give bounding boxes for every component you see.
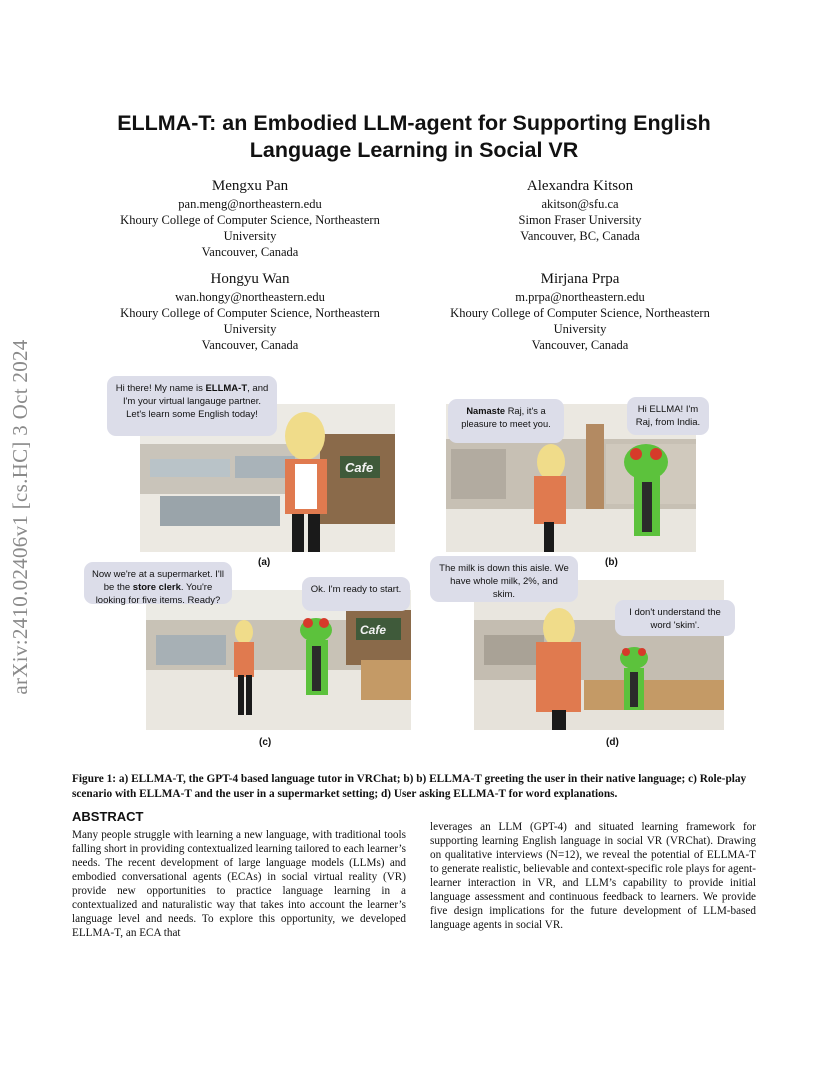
author-affiliation-cont: University — [223, 229, 277, 243]
abstract-text-left: Many people struggle with learning a new language, with traditional tools falling short in providing contextualized learning tailored to each learner’s needs. The recent development of large language models (LLMs) and embodied conversational agents (ECAs) in social virtual reality (VR) provide new opportunities to practice language learning in a contextualized and naturalistic way that takes into account the learner’s language level and needs. To explore this opportunity, we developed ELLMA-T, an ECA that — [72, 829, 406, 939]
author-block-2 — [430, 176, 730, 244]
author-email: m.prpa@northeastern.edu — [515, 290, 645, 304]
speech-bubble-user: Ok. I'm ready to start. — [302, 577, 410, 611]
author-block-4 — [430, 269, 730, 353]
cafe-sign-text: Cafe — [345, 460, 374, 475]
supermarket-scene-illustration — [146, 590, 411, 730]
author-affiliation: Khoury College of Computer Science, Northeastern — [120, 213, 380, 227]
arxiv-identifier: arXiv:2410.02406v1 [cs.HC] 3 Oct 2024 — [8, 339, 32, 695]
speech-bubble-user: I don't understand the word 'skim'. — [615, 600, 735, 636]
figure-caption: Figure 1: a) ELLMA-T, the GPT-4 based language tutor in VRChat; b) b) ELLMA-T greeting the user in their native language; c) Role-play scenario with ELLMA-T and the user in a supermarket setting; d) User asking ELLMA-T for word explanations. — [72, 773, 747, 800]
author-affiliation-cont: University — [223, 322, 277, 336]
paper-title — [80, 110, 748, 164]
author-name: Alexandra Kitson — [526, 178, 634, 194]
author-location: Vancouver, Canada — [531, 338, 629, 352]
title-line-1: ELLMA-T: an Embodied LLM-agent for Supporting English — [117, 111, 711, 135]
author-affiliation-cont: University — [553, 322, 607, 336]
author-affiliation: Khoury College of Computer Science, Northeastern — [450, 306, 710, 320]
author-name: Mirjana Prpa — [540, 271, 620, 287]
panel-label-a: (a) — [258, 557, 271, 568]
abstract-text-right: leverages an LLM (GPT-4) and situated learning framework for supporting learning English language in social VR (VRChat). Drawing on qualitative interviews (N=12), we reveal the potential of ELLMA-T to generate realistic, believable and context-specific role plays for agent-learner interaction in VR, and LLM’s capability to provide initial language assessment and continuous feedback to learners. We provide five design implications for the future development of LLM-based language agents in social VR. — [430, 821, 756, 931]
author-email: akitson@sfu.ca — [541, 197, 619, 211]
author-email: pan.meng@northeastern.edu — [178, 197, 322, 211]
panel-label-b: (b) — [605, 557, 618, 568]
author-email: wan.hongy@northeastern.edu — [175, 290, 325, 304]
author-location: Vancouver, BC, Canada — [520, 229, 640, 243]
speech-bubble-ellma: The milk is down this aisle. We have whole milk, 2%, and skim. — [430, 556, 578, 602]
author-location: Vancouver, Canada — [201, 338, 299, 352]
author-name: Mengxu Pan — [211, 178, 289, 194]
speech-bubble-user: Hi ELLMA! I'm Raj, from India. — [627, 397, 709, 435]
abstract-heading: ABSTRACT — [72, 809, 144, 824]
panel-label-d: (d) — [606, 737, 619, 748]
title-line-2: Language Learning in Social VR — [249, 138, 579, 162]
author-affiliation: Simon Fraser University — [518, 213, 642, 227]
cafe-sign-text: Cafe — [360, 623, 387, 637]
author-location: Vancouver, Canada — [201, 245, 299, 259]
panel-label-c: (c) — [259, 737, 272, 748]
author-block-3 — [100, 269, 400, 353]
speech-bubble-ellma: Hi there! My name is ELLMA-T, and I'm your virtual langauge partner. Let's learn some English today! — [107, 376, 277, 436]
figure-panel-c — [146, 590, 411, 730]
author-name: Hongyu Wan — [210, 271, 290, 287]
author-block-1 — [100, 176, 400, 260]
author-affiliation: Khoury College of Computer Science, Northeastern — [120, 306, 380, 320]
speech-bubble-ellma: Now we're at a supermarket. I'll be the store clerk. You're looking for five items. Ready? — [84, 562, 232, 604]
speech-bubble-ellma: Namaste Raj, it's a pleasure to meet you. — [448, 399, 564, 443]
